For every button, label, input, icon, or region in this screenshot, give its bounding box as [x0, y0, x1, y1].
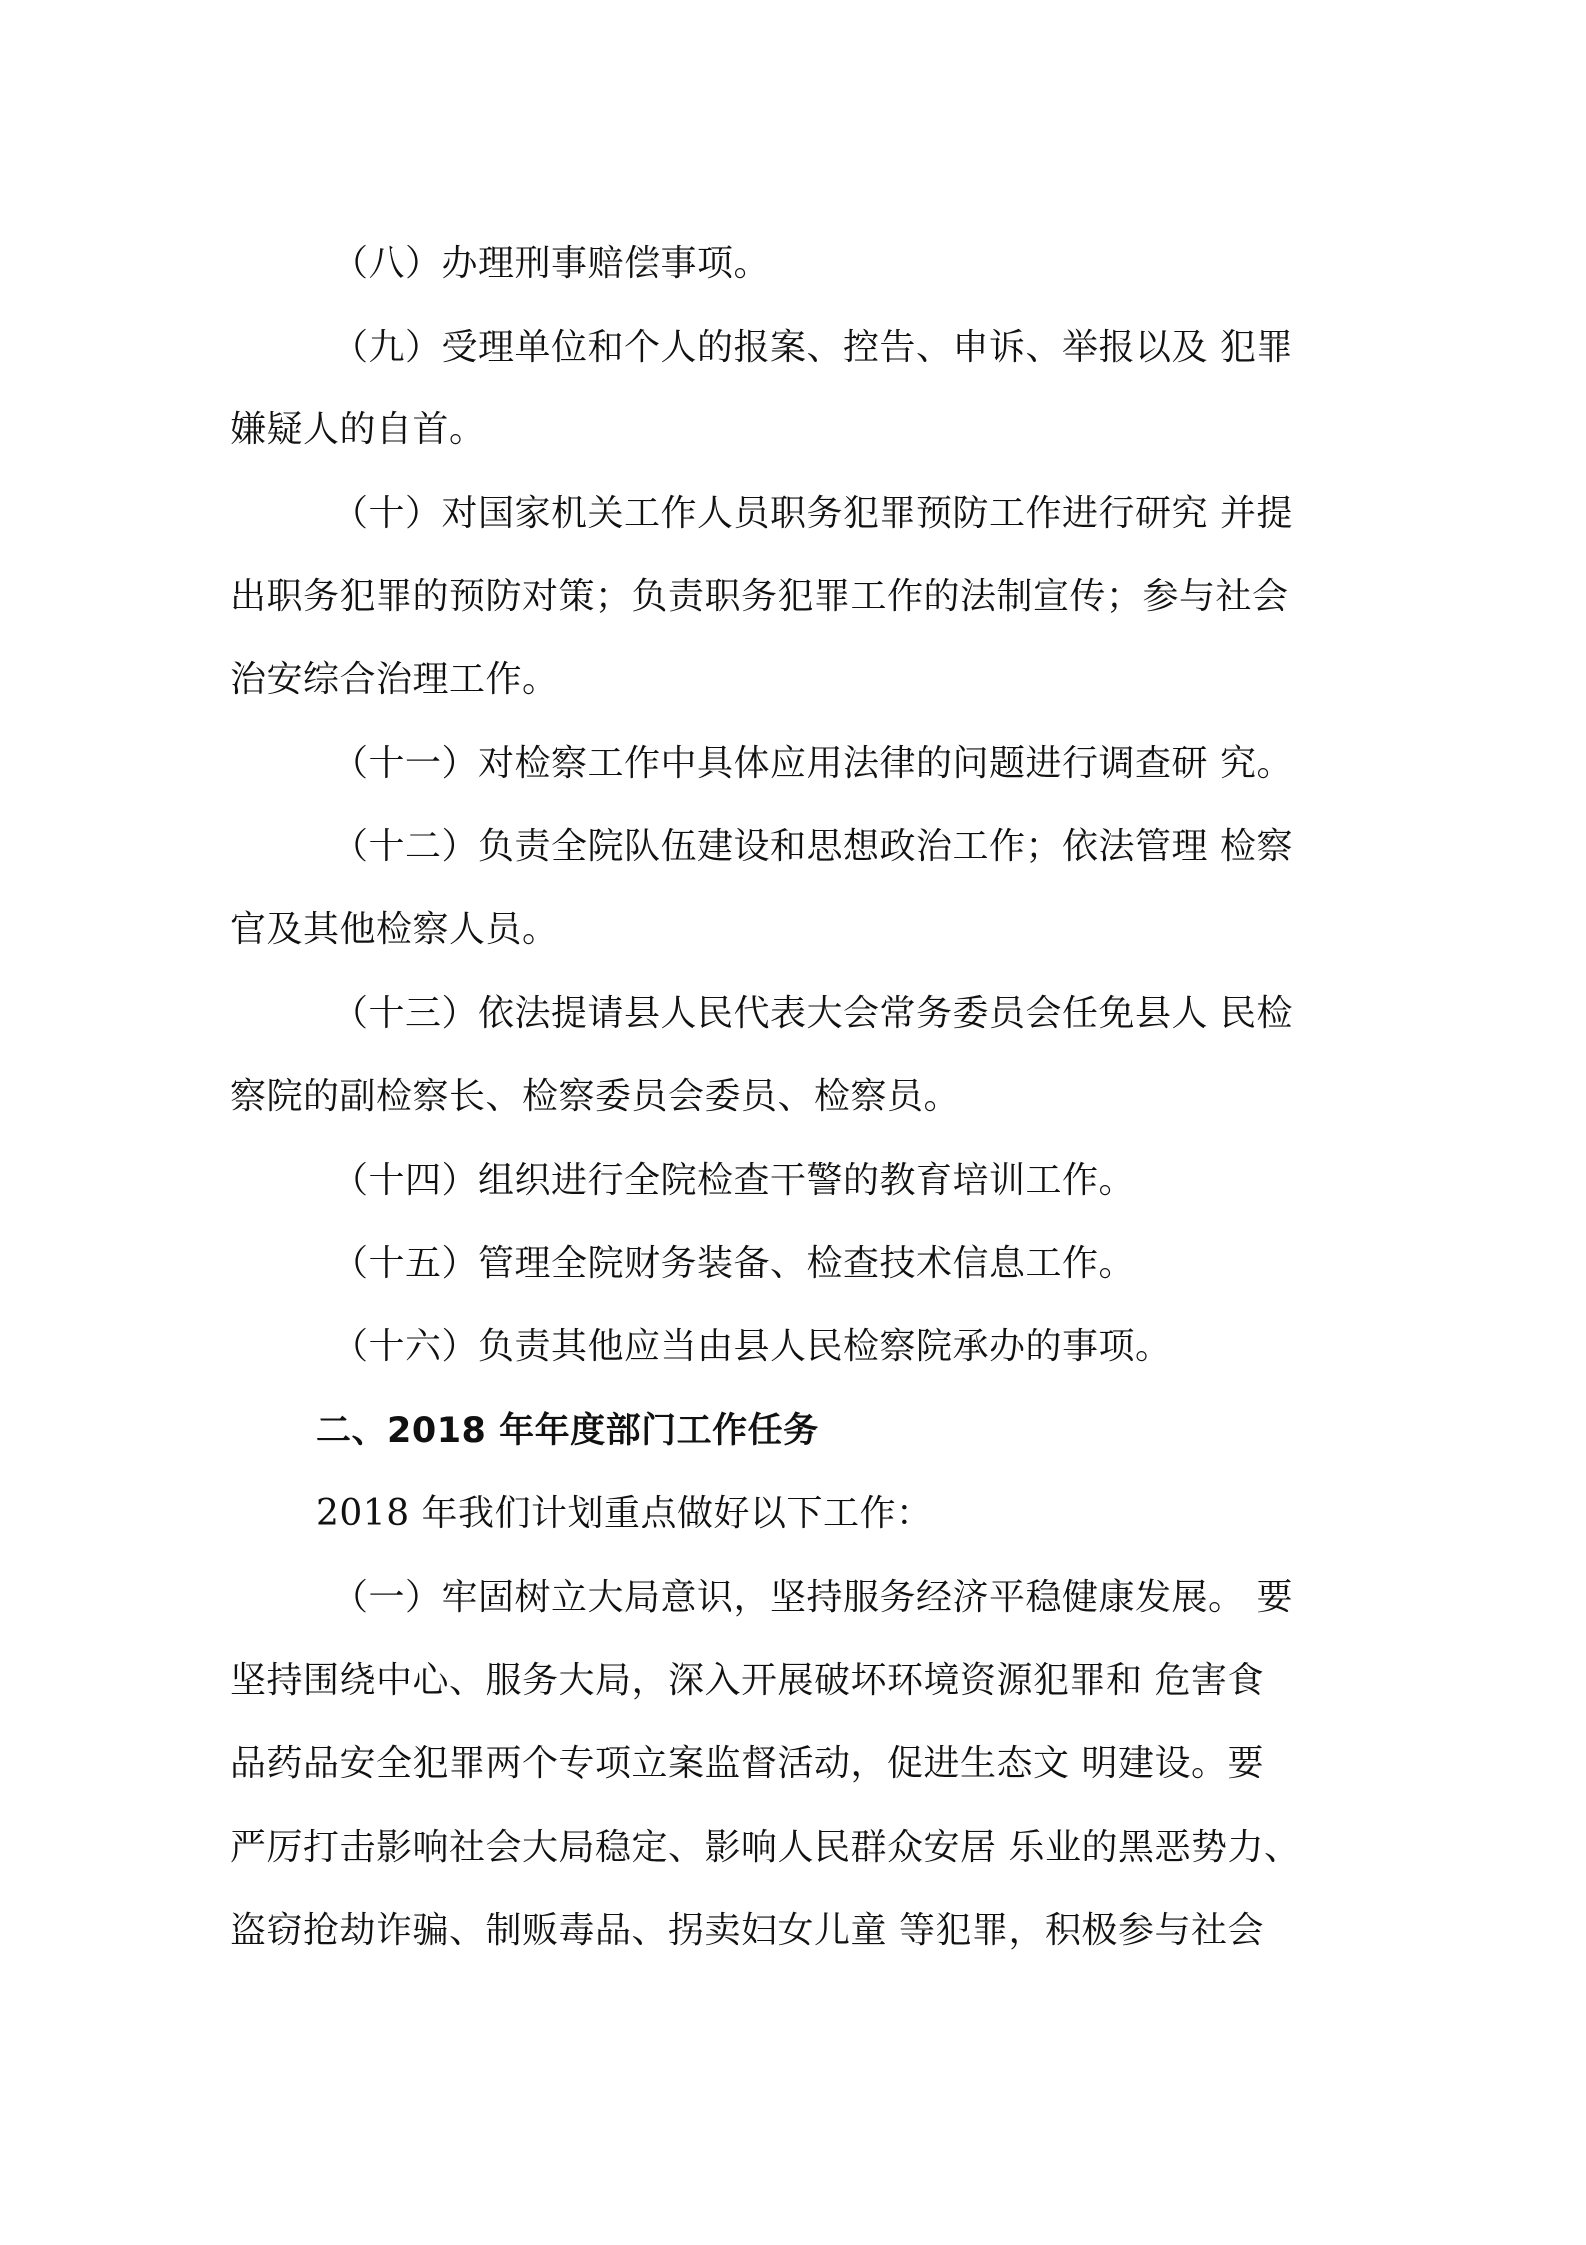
paragraph-item-13-line-1: （十三）依法提请县人民代表大会常务委员会任免县人 民检 — [332, 993, 1293, 1034]
paragraph-item-10-line-2: 出职务犯罪的预防对策；负责职务犯罪工作的法制宣传；参与社会 — [230, 576, 1289, 617]
paragraph-item-12-line-2: 官及其他检察人员。 — [230, 909, 559, 950]
paragraph-item-15: （十五）管理全院财务装备、检查技术信息工作。 — [332, 1243, 1136, 1284]
paragraph-item-12-line-1: （十二）负责全院队伍建设和思想政治工作；依法管理 检察 — [332, 826, 1293, 867]
paragraph-item-16: （十六）负责其他应当由县人民检察院承办的事项。 — [332, 1326, 1172, 1367]
paragraph-item-10-line-3: 治安综合治理工作。 — [230, 659, 559, 700]
section-intro: 2018 年我们计划重点做好以下工作： — [316, 1493, 933, 1534]
task-1-line-5: 盗窃抢劫诈骗、制贩毒品、拐卖妇女儿童 等犯罪，积极参与社会 — [230, 1910, 1264, 1951]
paragraph-item-10-line-1: （十）对国家机关工作人员职务犯罪预防工作进行研究 并提 — [332, 493, 1293, 534]
paragraph-item-14: （十四）组织进行全院检查干警的教育培训工作。 — [332, 1160, 1136, 1201]
paragraph-item-11: （十一）对检察工作中具体应用法律的问题进行调查研 究。 — [332, 743, 1293, 784]
paragraph-item-9-line-2: 嫌疑人的自首。 — [230, 409, 486, 450]
task-1-line-4: 严厉打击影响社会大局稳定、影响人民群众安居 乐业的黑恶势力、 — [230, 1827, 1301, 1868]
task-1-line-1: （一）牢固树立大局意识，坚持服务经济平稳健康发展。 要 — [332, 1577, 1293, 1618]
task-1-line-3: 品药品安全犯罪两个专项立案监督活动，促进生态文 明建设。要 — [230, 1743, 1264, 1784]
paragraph-item-13-line-2: 察院的副检察长、检察委员会委员、检察员。 — [230, 1076, 961, 1117]
section-heading: 二、2018 年年度部门工作任务 — [316, 1411, 819, 1451]
paragraph-item-9-line-1: （九）受理单位和个人的报案、控告、申诉、举报以及 犯罪 — [332, 327, 1293, 368]
paragraph-item-8: （八）办理刑事赔偿事项。 — [332, 243, 771, 284]
task-1-line-2: 坚持围绕中心、服务大局，深入开展破坏环境资源犯罪和 危害食 — [230, 1660, 1264, 1701]
